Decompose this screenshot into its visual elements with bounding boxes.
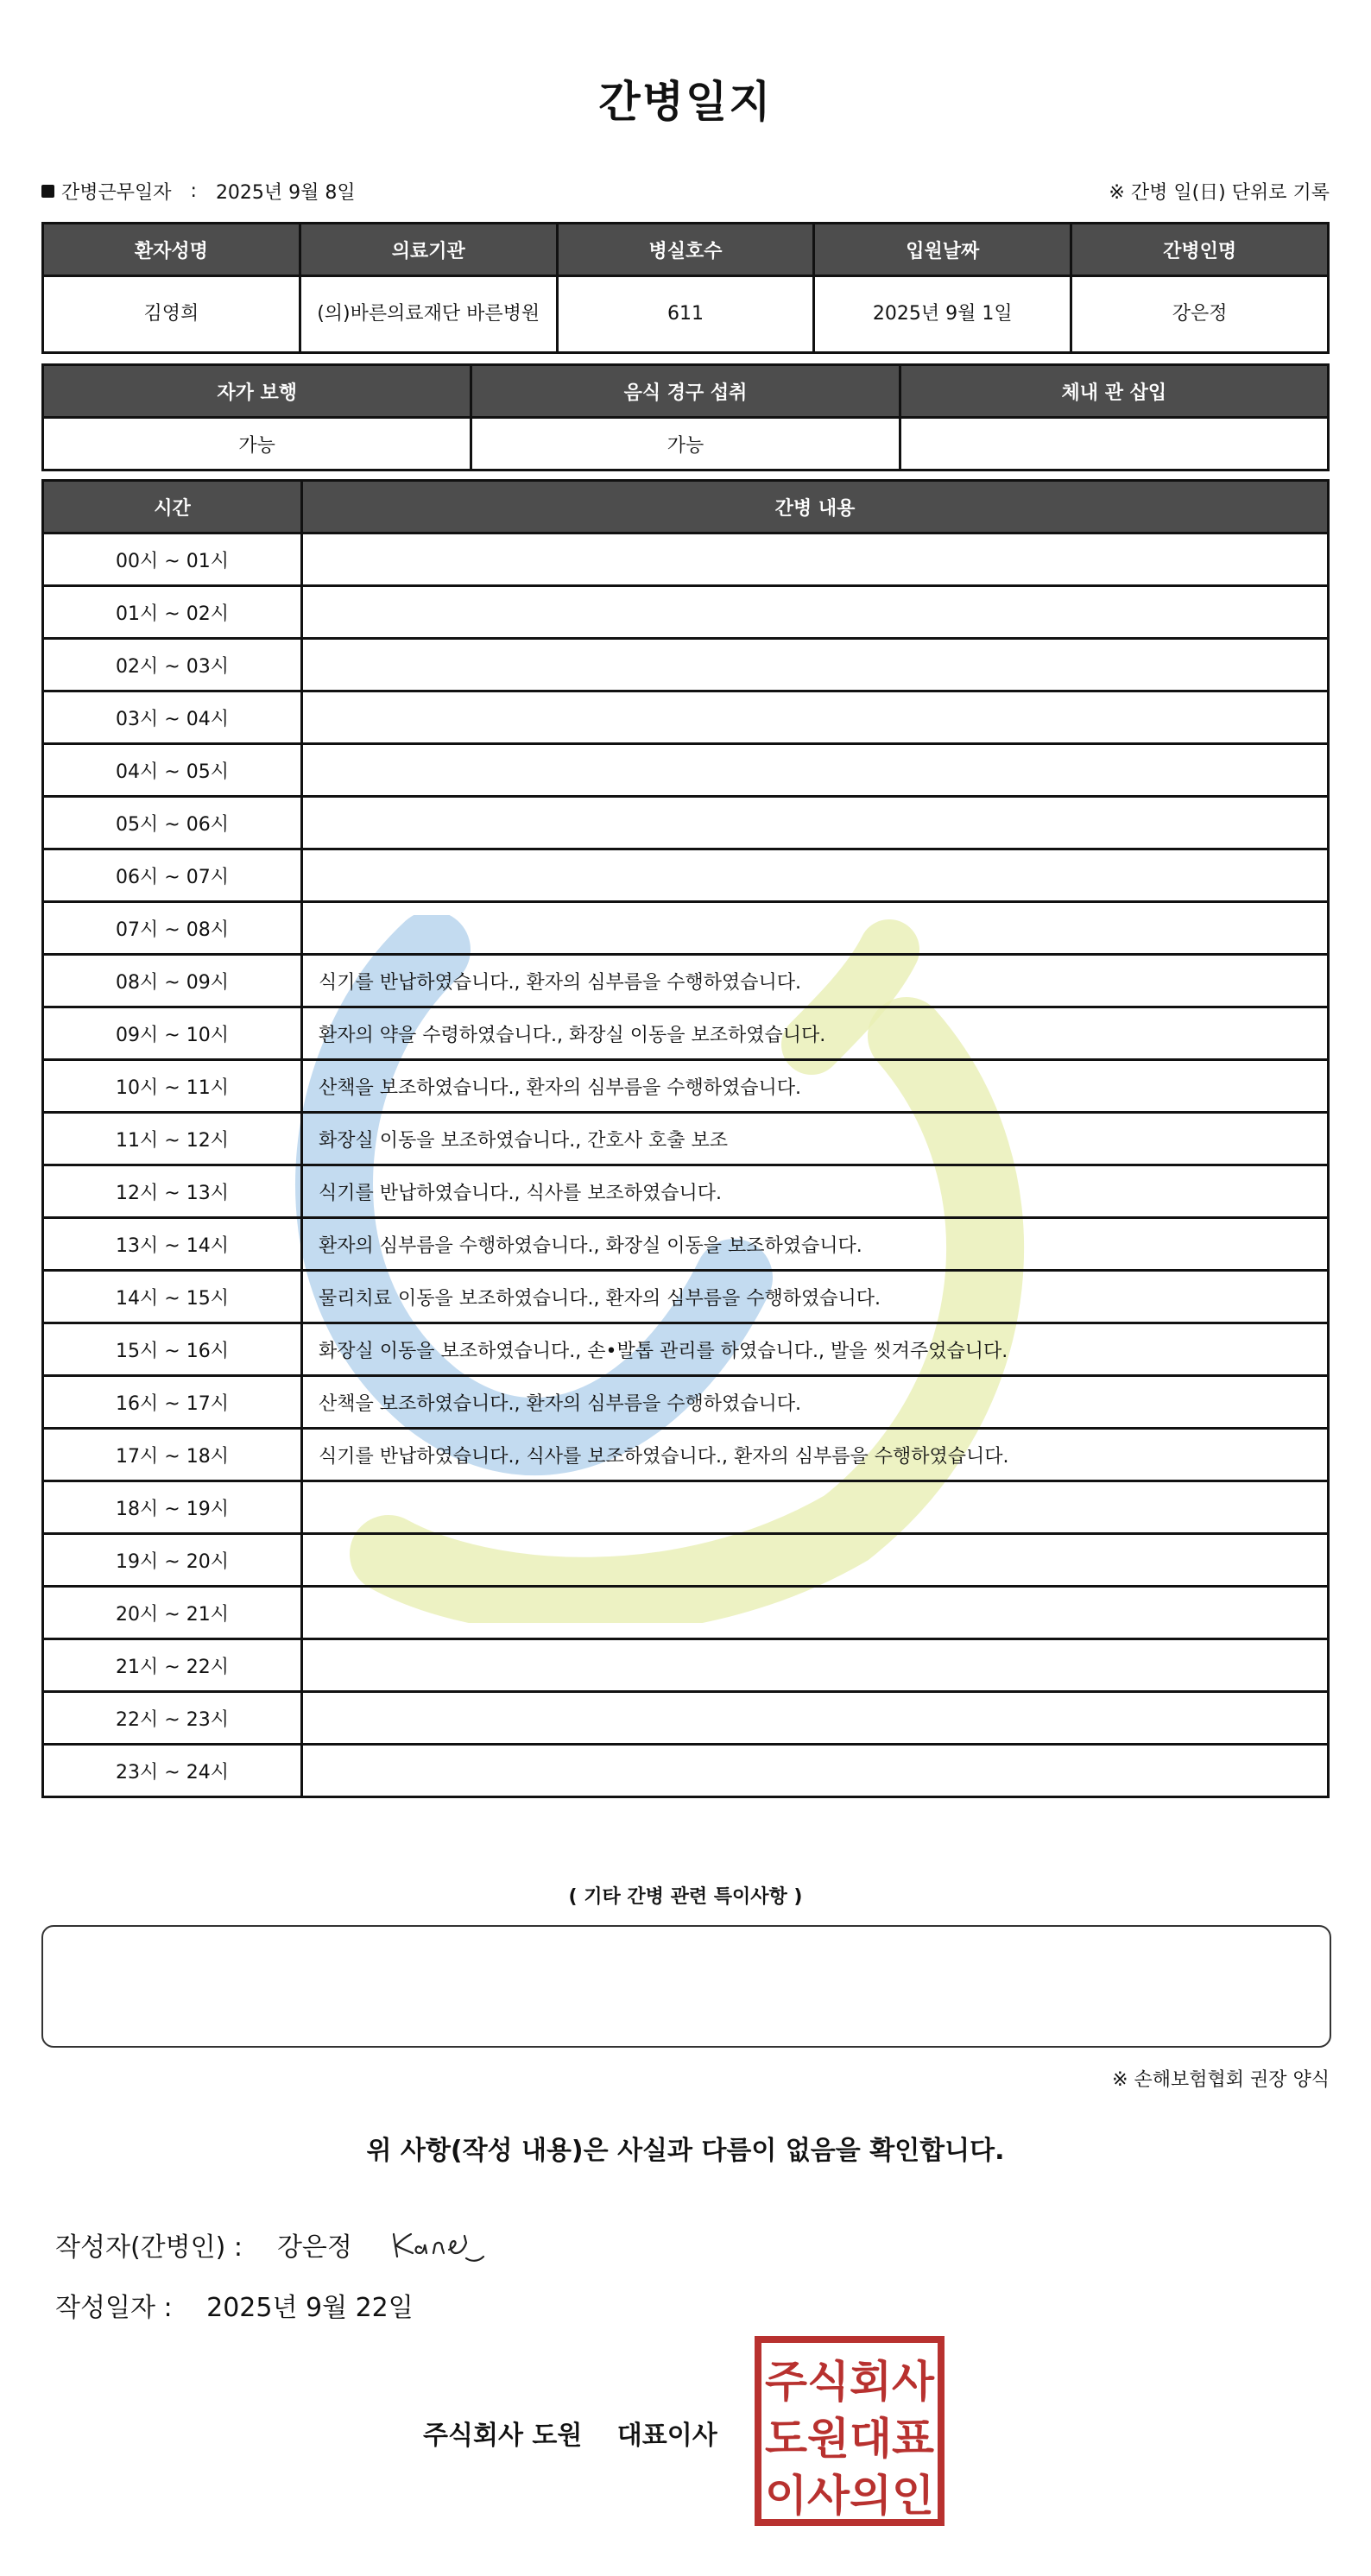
- table-row: [43, 1429, 1329, 1481]
- table-row: [43, 1271, 1329, 1323]
- time-slot: 09시 ~ 10시: [43, 1007, 302, 1060]
- writer-label: 작성자(간병인) :: [55, 2232, 243, 2263]
- time-slot: 15시 ~ 16시: [43, 1323, 302, 1376]
- table-row: [43, 1639, 1329, 1692]
- care-content: [302, 639, 1329, 691]
- special-notes-box: [41, 1925, 1331, 2048]
- care-content: 산책을 보조하였습니다., 환자의 심부름을 수행하였습니다.: [302, 1060, 1329, 1113]
- care-content: 물리치료 이동을 보조하였습니다., 환자의 심부름을 수행하였습니다.: [302, 1271, 1329, 1323]
- page-title: 간병일지: [598, 77, 773, 127]
- time-slot: 08시 ~ 09시: [43, 955, 302, 1007]
- square-bullet-icon: [41, 185, 54, 198]
- table-row: [43, 691, 1329, 744]
- seal-line-1: 주식회사: [765, 2357, 935, 2407]
- time-slot: 05시 ~ 06시: [43, 797, 302, 849]
- time-slot: 16시 ~ 17시: [43, 1376, 302, 1429]
- patient-info-value-row: [43, 276, 1329, 353]
- care-content: [302, 1639, 1329, 1692]
- care-content: [302, 797, 1329, 849]
- writer-name: 강은정: [276, 2232, 352, 2263]
- time-slot: 14시 ~ 15시: [43, 1271, 302, 1323]
- header-oral-intake: 음식 경구 섭취: [471, 365, 900, 418]
- care-content: [302, 1692, 1329, 1745]
- table-row: [43, 849, 1329, 902]
- written-date-row: [55, 2286, 414, 2324]
- table-row: [43, 1692, 1329, 1745]
- written-date-label: 작성일자 :: [55, 2293, 173, 2323]
- work-date-label: 간병근무일자: [61, 182, 172, 204]
- care-content: [302, 902, 1329, 955]
- time-slot: 07시 ~ 08시: [43, 902, 302, 955]
- seal-line-3: 이사의인: [765, 2471, 934, 2521]
- header-self-walking: 자가 보행: [43, 365, 471, 418]
- table-row: [43, 639, 1329, 691]
- time-slot: 00시 ~ 01시: [43, 534, 302, 586]
- table-row: [43, 1060, 1329, 1113]
- table-row: [43, 902, 1329, 955]
- form-source-note: ※ 손해보험협회 권장 양식: [1112, 2069, 1330, 2091]
- company-representative-title: 대표이사: [616, 2421, 717, 2451]
- table-row: [43, 534, 1329, 586]
- care-content: 환자의 심부름을 수행하였습니다., 화장실 이동을 보조하였습니다.: [302, 1218, 1329, 1271]
- time-slot: 11시 ~ 12시: [43, 1113, 302, 1165]
- handwritten-signature: [387, 2219, 499, 2270]
- notes-heading: ( 기타 간병 관련 특이사항 ): [568, 1886, 803, 1908]
- care-content: 환자의 약을 수령하였습니다., 화장실 이동을 보조하였습니다.: [302, 1007, 1329, 1060]
- company-name: 주식회사 도원: [423, 2421, 583, 2451]
- header-tube-insertion: 체내 관 삽입: [900, 365, 1328, 418]
- table-row: [43, 1323, 1329, 1376]
- time-slot: 04시 ~ 05시: [43, 744, 302, 797]
- care-content: 화장실 이동을 보조하였습니다., 손•발톱 관리를 하였습니다., 발을 씻겨주었습니다.: [302, 1323, 1329, 1376]
- care-content: [302, 534, 1329, 586]
- time-slot: 19시 ~ 20시: [43, 1534, 302, 1587]
- self-walking-value: 가능: [43, 418, 471, 470]
- time-slot: 10시 ~ 11시: [43, 1060, 302, 1113]
- table-row: [43, 1165, 1329, 1218]
- table-row: [43, 744, 1329, 797]
- table-row: [43, 1587, 1329, 1639]
- seal-line-2: 도원대표: [765, 2414, 935, 2464]
- time-slot: 20시 ~ 21시: [43, 1587, 302, 1639]
- header-patient-name: 환자성명: [43, 224, 300, 276]
- care-content: 화장실 이동을 보조하였습니다., 간호사 호출 보조: [302, 1113, 1329, 1165]
- header-admission-date: 입원날짜: [814, 224, 1071, 276]
- function-header-row: [43, 365, 1329, 418]
- tube-insertion-value: [900, 418, 1328, 470]
- table-row: [43, 586, 1329, 639]
- care-content: 산책을 보조하였습니다., 환자의 심부름을 수행하였습니다.: [302, 1376, 1329, 1429]
- function-value-row: [43, 418, 1329, 470]
- writer-row: [55, 2219, 499, 2270]
- care-content: [302, 1534, 1329, 1587]
- table-row: [43, 1218, 1329, 1271]
- work-date-section: [41, 178, 356, 205]
- care-content: [302, 849, 1329, 902]
- table-row: [43, 797, 1329, 849]
- time-slot: 17시 ~ 18시: [43, 1429, 302, 1481]
- care-content: 식기를 반납하였습니다., 식사를 보조하였습니다., 환자의 심부름을 수행하였습니다.: [302, 1429, 1329, 1481]
- care-content: [302, 691, 1329, 744]
- header-hospital: 의료기관: [300, 224, 557, 276]
- time-slot: 21시 ~ 22시: [43, 1639, 302, 1692]
- time-slot: 13시 ~ 14시: [43, 1218, 302, 1271]
- patient-function-table: [41, 363, 1330, 471]
- table-row: [43, 1113, 1329, 1165]
- header-care-content: 간병 내용: [302, 481, 1329, 534]
- care-content: 식기를 반납하였습니다., 환자의 심부름을 수행하였습니다.: [302, 955, 1329, 1007]
- care-content: 식기를 반납하였습니다., 식사를 보조하였습니다.: [302, 1165, 1329, 1218]
- work-date-value: 2025년 9월 8일: [215, 182, 356, 204]
- care-log-table: [41, 479, 1330, 1798]
- caregiver-name: 강은정: [1071, 276, 1329, 353]
- care-log-body: [43, 534, 1329, 1797]
- care-log-header-row: [43, 481, 1329, 534]
- time-slot: 18시 ~ 19시: [43, 1481, 302, 1534]
- admission-date: 2025년 9월 1일: [814, 276, 1071, 353]
- time-slot: 22시 ~ 23시: [43, 1692, 302, 1745]
- patient-name: 김영희: [43, 276, 300, 353]
- patient-info-table: [41, 222, 1330, 354]
- meta-row: [41, 178, 1330, 209]
- time-slot: 06시 ~ 07시: [43, 849, 302, 902]
- company-signature-row: [423, 2414, 717, 2452]
- written-date-value: 2025년 9월 22일: [206, 2293, 414, 2323]
- table-row: [43, 1481, 1329, 1534]
- header-room-number: 병실호수: [557, 224, 814, 276]
- header-caregiver-name: 간병인명: [1071, 224, 1329, 276]
- care-content: [302, 1745, 1329, 1797]
- company-seal-stamp: [753, 2334, 946, 2528]
- time-slot: 01시 ~ 02시: [43, 586, 302, 639]
- hospital-name: (의)바른의료재단 바른병원: [300, 276, 557, 353]
- time-slot: 03시 ~ 04시: [43, 691, 302, 744]
- time-slot: 12시 ~ 13시: [43, 1165, 302, 1218]
- time-slot: 23시 ~ 24시: [43, 1745, 302, 1797]
- care-content: [302, 1481, 1329, 1534]
- care-content: [302, 586, 1329, 639]
- unit-note: ※ 간병 일(日) 단위로 기록: [1109, 182, 1330, 204]
- care-content: [302, 744, 1329, 797]
- confirmation-statement: 위 사항(작성 내용)은 사실과 다름이 없음을 확인합니다.: [366, 2136, 1005, 2166]
- care-content: [302, 1587, 1329, 1639]
- header-time: 시간: [43, 481, 302, 534]
- room-number: 611: [557, 276, 814, 353]
- oral-intake-value: 가능: [471, 418, 900, 470]
- table-row: [43, 1534, 1329, 1587]
- work-date-separator: :: [190, 180, 197, 202]
- table-row: [43, 955, 1329, 1007]
- table-row: [43, 1007, 1329, 1060]
- patient-info-header-row: [43, 224, 1329, 276]
- table-row: [43, 1376, 1329, 1429]
- time-slot: 02시 ~ 03시: [43, 639, 302, 691]
- table-row: [43, 1745, 1329, 1797]
